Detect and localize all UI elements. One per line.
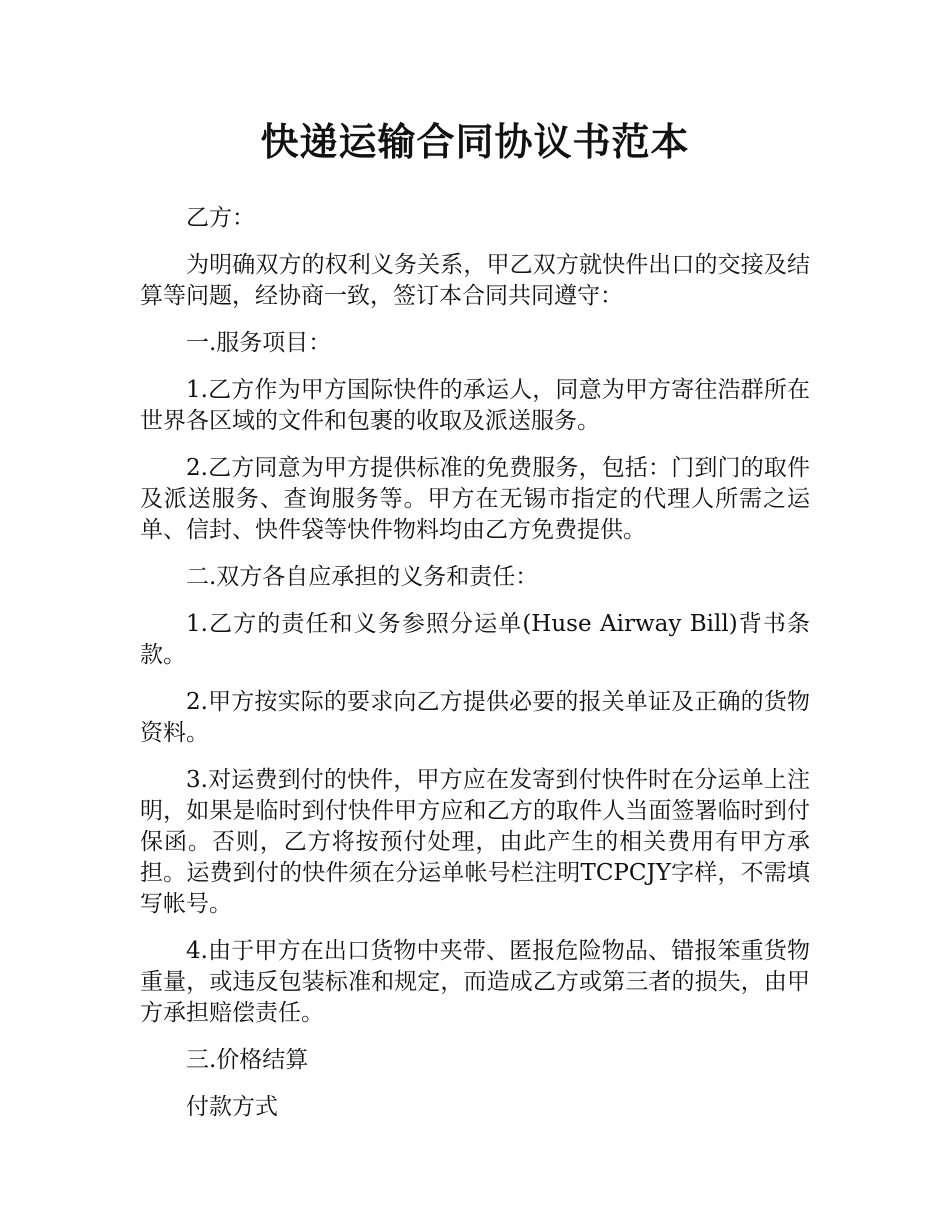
preamble-paragraph: 为明确双方的权利义务关系，甲乙双方就快件出口的交接及结算等问题，经协商一致，签订本合同共同遵守： (140, 252, 810, 309)
obligations-clause-4: 4.由于甲方在出口货物中夹带、匿报危险物品、错报笨重货物重量，或违反包装标准和规定，而造成乙方或第三者的损失，由甲方承担赔偿责任。 (140, 938, 810, 1026)
obligations-clause-2: 2.甲方按实际的要求向乙方提供必要的报关单证及正确的货物资料。 (140, 689, 810, 746)
obligations-clause-1: 1.乙方的责任和义务参照分运单(Huse Airway Bill)背书条款。 (140, 611, 810, 668)
services-clause-2: 2.乙方同意为甲方提供标准的免费服务，包括：门到门的取件及派送服务、查询服务等。甲方在无锡市指定的代理人所需之运单、信封、快件袋等快件物料均由乙方免费提供。 (140, 455, 810, 543)
payment-method-line: 付款方式 (186, 1094, 278, 1120)
section-heading-obligations: 二.双方各自应承担的义务和责任： (186, 564, 539, 590)
party-b-line: 乙方： (186, 205, 255, 231)
section-heading-services: 一.服务项目： (186, 330, 332, 356)
services-clause-1: 1.乙方作为甲方国际快件的承运人，同意为甲方寄往浩群所在世界各区域的文件和包裹的收取及派送服务。 (140, 377, 810, 434)
document-body (140, 203, 810, 1139)
obligations-clause-3: 3.对运费到付的快件，甲方应在发寄到付快件时在分运单上注明，如果是临时到付快件甲方应和乙方的取件人当面签署临时到付保函。否则，乙方将按预付处理，由此产生的相关费用有甲方承担。运费到付的快件须在分运单帐号栏注明TCPCJY字样，不需填写帐号。 (140, 767, 810, 917)
document-title: 快递运输合同协议书范本 (260, 120, 690, 164)
section-heading-pricing: 三.价格结算 (186, 1047, 309, 1073)
